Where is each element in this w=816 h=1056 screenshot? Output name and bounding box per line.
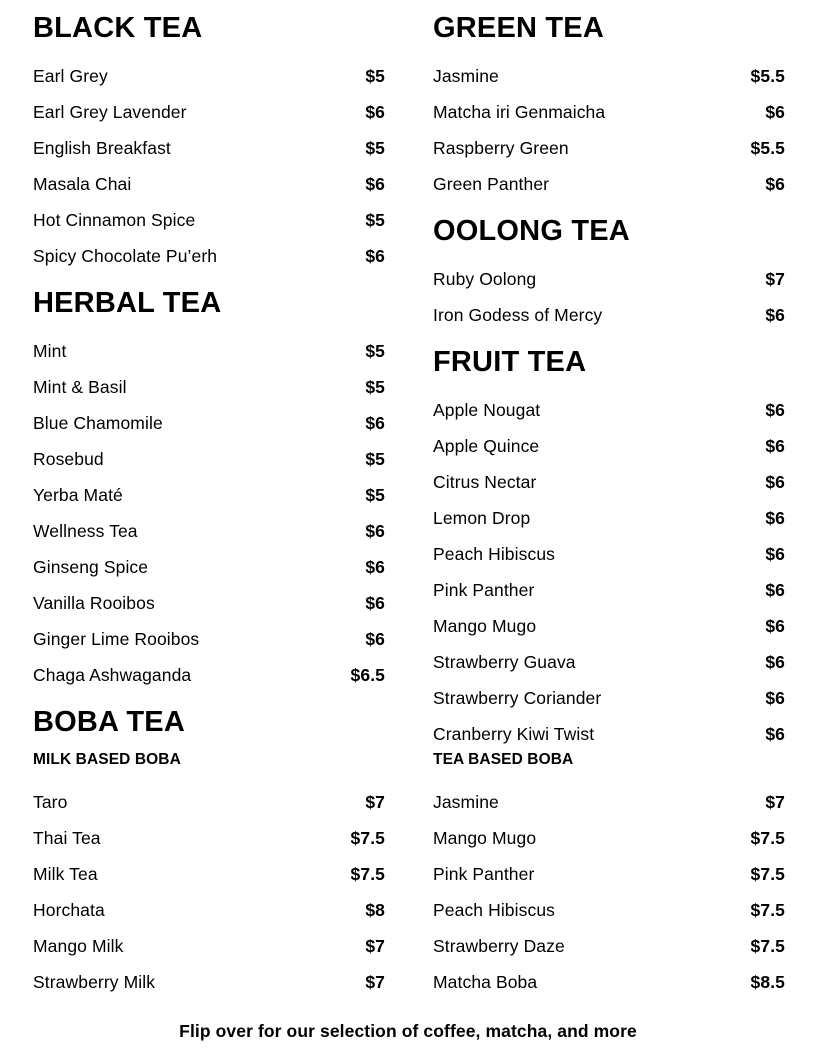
menu-item-price: $6.5: [350, 665, 385, 685]
menu-item-row: [33, 964, 385, 1000]
menu-item-price: $7: [365, 971, 385, 992]
menu-item-row: [33, 166, 385, 202]
menu-section: [33, 708, 385, 1000]
menu-footer-note: Flip over for our selection of coffee, matcha, and more: [179, 1021, 637, 1041]
menu-item-price: $5: [365, 485, 385, 505]
menu-item-row: [33, 621, 385, 657]
menu-item-price: $6: [765, 472, 785, 492]
menu-item-price: $6: [365, 593, 385, 613]
menu-item-row: [33, 58, 385, 94]
menu-item-row: [433, 820, 785, 856]
menu-item-row: [433, 58, 785, 94]
menu-item-name: Pink Panther: [433, 863, 535, 884]
menu-item-name: Jasmine: [433, 66, 499, 86]
menu-item-row: [33, 94, 385, 130]
menu-item-name: Ginseng Spice: [33, 557, 149, 577]
menu-section: [433, 752, 785, 1000]
menu-item-row: [33, 892, 385, 928]
menu-item-row: [33, 549, 385, 585]
menu-item-name: Vanilla Rooibos: [33, 593, 155, 613]
menu-item-row: [33, 441, 385, 477]
menu-item-list: [433, 392, 785, 752]
menu-item-price: $6: [765, 436, 785, 456]
menu-item-row: [33, 405, 385, 441]
menu-item-row: [33, 820, 385, 856]
menu-item-row: [33, 238, 385, 274]
menu-item-row: [433, 892, 785, 928]
menu-item-row: [433, 964, 785, 1000]
menu-item-row: [433, 716, 785, 752]
menu-item-name: Apple Nougat: [433, 400, 541, 420]
section-title: BLACK TEA: [33, 12, 203, 44]
menu-item-price: $7.5: [350, 863, 385, 884]
menu-item-price: $6: [765, 616, 785, 636]
menu-item-name: Ginger Lime Rooibos: [33, 629, 200, 649]
menu-item-name: Mint & Basil: [33, 377, 127, 397]
menu-item-name: Mango Milk: [33, 935, 124, 956]
menu-item-row: [33, 202, 385, 238]
menu-item-name: Green Panther: [433, 174, 550, 194]
menu-item-price: $6: [765, 724, 785, 744]
menu-section: [33, 14, 385, 274]
menu-item-row: [433, 680, 785, 716]
menu-item-price: $6: [765, 508, 785, 528]
menu-item-row: [433, 130, 785, 166]
menu-item-row: [433, 464, 785, 500]
menu-item-name: Milk Tea: [33, 863, 98, 884]
menu-item-price: $6: [365, 629, 385, 649]
menu-item-name: Hot Cinnamon Spice: [33, 210, 196, 230]
menu-section: [433, 217, 785, 333]
menu-item-price: $8: [365, 899, 385, 920]
menu-item-row: [433, 500, 785, 536]
menu-item-price: $7: [365, 935, 385, 956]
menu-item-name: Citrus Nectar: [433, 472, 537, 492]
menu-item-row: [33, 333, 385, 369]
menu-item-name: Blue Chamomile: [33, 413, 163, 433]
menu-item-list: [33, 333, 385, 693]
menu-section: [433, 348, 785, 752]
menu-item-name: Mint: [33, 341, 67, 361]
menu-item-name: Earl Grey Lavender: [33, 102, 187, 122]
menu-item-price: $5: [365, 66, 385, 86]
menu-item-price: $6: [765, 652, 785, 672]
menu-item-name: Peach Hibiscus: [433, 544, 556, 564]
menu-item-price: $6: [765, 544, 785, 564]
menu-item-price: $6: [765, 174, 785, 194]
menu-section: [433, 14, 785, 202]
menu-item-list: [433, 58, 785, 202]
menu-item-name: Strawberry Milk: [33, 971, 156, 992]
menu-item-row: [433, 536, 785, 572]
menu-item-row: [33, 513, 385, 549]
menu-item-list: [433, 784, 785, 1000]
section-title: HERBAL TEA: [33, 287, 222, 319]
menu-item-price: $6: [765, 305, 785, 325]
menu-item-row: [433, 392, 785, 428]
menu-item-row: [33, 657, 385, 693]
section-subtitle: MILK BASED BOBA: [33, 751, 181, 768]
menu-item-price: $7.5: [750, 827, 785, 848]
menu-item-name: Iron Godess of Mercy: [433, 305, 603, 325]
menu-item-name: English Breakfast: [33, 138, 171, 158]
menu-item-price: $5: [365, 138, 385, 158]
menu-item-price: $6: [365, 413, 385, 433]
menu-item-price: $6: [765, 400, 785, 420]
menu-item-price: $7.5: [750, 863, 785, 884]
menu-item-price: $5: [365, 377, 385, 397]
menu-item-row: [33, 369, 385, 405]
menu-item-name: Apple Quince: [433, 436, 540, 456]
menu-item-row: [433, 928, 785, 964]
menu-item-name: Pink Panther: [433, 580, 535, 600]
menu-section: [33, 289, 385, 693]
menu-item-row: [433, 428, 785, 464]
menu-item-row: [33, 784, 385, 820]
menu-right-column: [433, 14, 785, 1000]
menu-item-row: [433, 297, 785, 333]
menu-item-price: $6: [365, 521, 385, 541]
menu-item-row: [33, 928, 385, 964]
menu-item-name: Thai Tea: [33, 827, 101, 848]
section-title: OOLONG TEA: [433, 215, 630, 247]
menu-item-price: $5: [365, 449, 385, 469]
menu-item-price: $6: [365, 102, 385, 122]
menu-item-row: [433, 856, 785, 892]
menu-item-price: $6: [365, 174, 385, 194]
menu-item-price: $7: [765, 269, 785, 289]
menu-item-price: $8.5: [750, 971, 785, 992]
menu-item-row: [433, 166, 785, 202]
menu-item-name: Chaga Ashwaganda: [33, 665, 192, 685]
menu-item-name: Peach Hibiscus: [433, 899, 556, 920]
menu-item-price: $7: [765, 791, 785, 812]
menu-item-row: [33, 856, 385, 892]
menu-item-name: Mango Mugo: [433, 616, 537, 636]
menu-item-name: Earl Grey: [33, 66, 108, 86]
menu-item-price: $6: [765, 102, 785, 122]
menu-item-name: Jasmine: [433, 791, 499, 812]
section-subtitle: TEA BASED BOBA: [433, 751, 574, 768]
menu-item-name: Mango Mugo: [433, 827, 537, 848]
menu-item-name: Taro: [33, 791, 68, 812]
menu-item-name: Strawberry Guava: [433, 652, 576, 672]
menu-item-price: $6: [765, 688, 785, 708]
menu-item-name: Cranberry Kiwi Twist: [433, 724, 595, 744]
menu-item-name: Strawberry Coriander: [433, 688, 602, 708]
menu-item-price: $5.5: [750, 138, 785, 158]
menu-item-row: [33, 130, 385, 166]
menu-item-price: $7.5: [350, 827, 385, 848]
menu-item-price: $6: [365, 246, 385, 266]
menu-item-name: Wellness Tea: [33, 521, 138, 541]
menu-item-price: $7: [365, 791, 385, 812]
menu-item-row: [433, 784, 785, 820]
menu-item-price: $5.5: [750, 66, 785, 86]
menu-item-list: [433, 261, 785, 333]
menu-item-row: [433, 572, 785, 608]
menu-item-name: Raspberry Green: [433, 138, 569, 158]
section-title: GREEN TEA: [433, 12, 604, 44]
menu-item-name: Horchata: [33, 899, 105, 920]
menu-item-name: Matcha Boba: [433, 971, 538, 992]
menu-item-row: [433, 644, 785, 680]
menu-item-row: [433, 261, 785, 297]
menu-item-name: Lemon Drop: [433, 508, 531, 528]
menu-left-column: [33, 14, 385, 1000]
menu-item-list: [33, 58, 385, 274]
menu-item-name: Matcha iri Genmaicha: [433, 102, 606, 122]
menu-item-row: [33, 585, 385, 621]
menu-item-price: $5: [365, 341, 385, 361]
menu-item-list: [33, 784, 385, 1000]
section-title: FRUIT TEA: [433, 346, 587, 378]
menu-item-name: Yerba Maté: [33, 485, 123, 505]
menu-item-row: [33, 477, 385, 513]
section-title: BOBA TEA: [33, 706, 185, 738]
menu-item-name: Spicy Chocolate Pu’erh: [33, 246, 218, 266]
menu-item-price: $7.5: [750, 935, 785, 956]
menu-item-name: Strawberry Daze: [433, 935, 565, 956]
menu-item-price: $5: [365, 210, 385, 230]
menu-item-price: $7.5: [750, 899, 785, 920]
menu-item-row: [433, 608, 785, 644]
menu-item-name: Masala Chai: [33, 174, 132, 194]
menu-item-price: $6: [765, 580, 785, 600]
menu-item-name: Ruby Oolong: [433, 269, 537, 289]
menu-item-name: Rosebud: [33, 449, 104, 469]
menu-item-price: $6: [365, 557, 385, 577]
menu-item-row: [433, 94, 785, 130]
